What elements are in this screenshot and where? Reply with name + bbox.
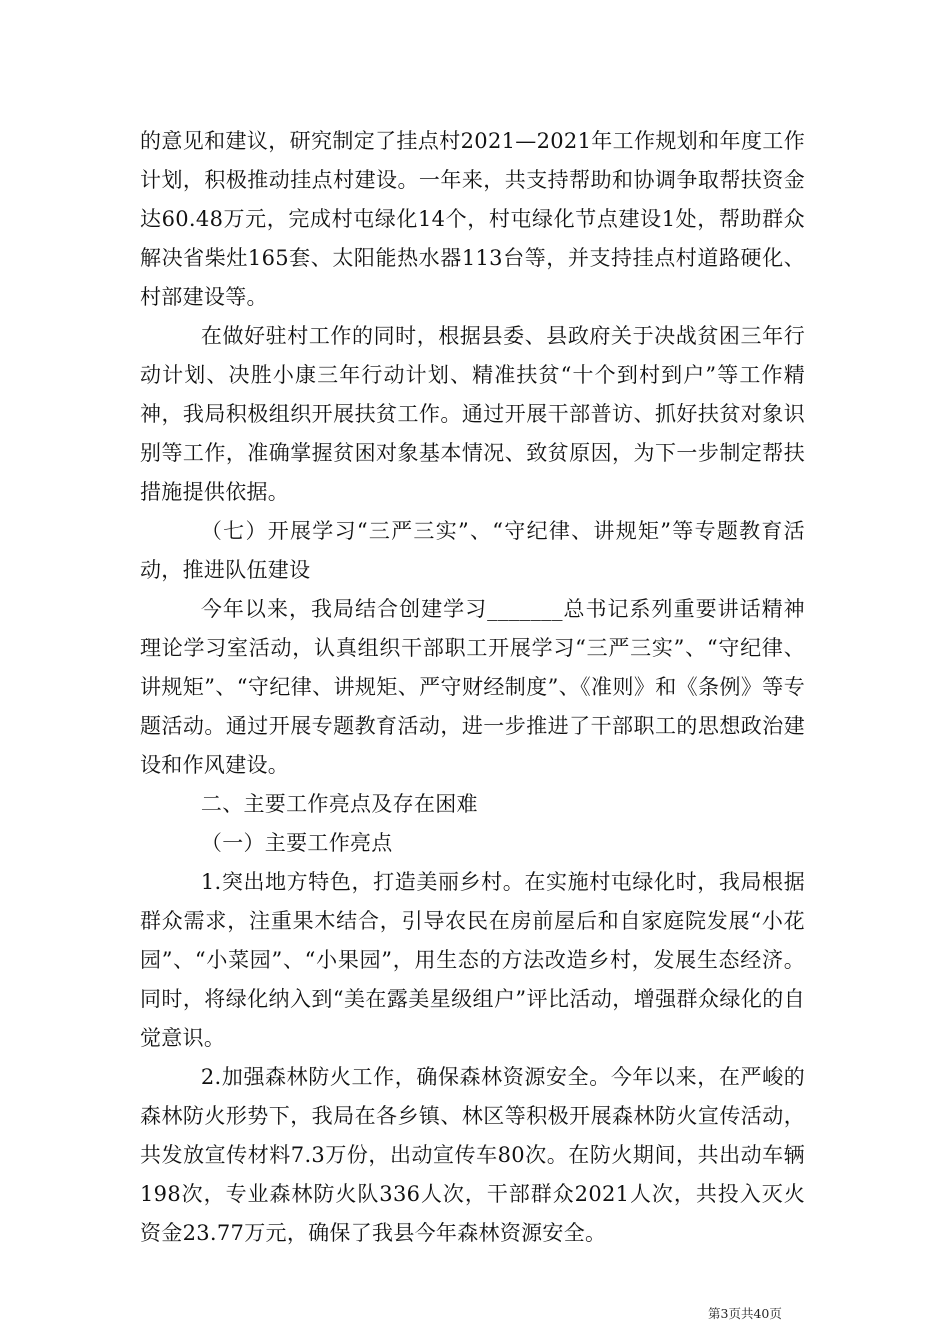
section-heading-seven: （七）开展学习“三严三实”、“守纪律、讲规矩”等专题教育活动，推进队伍建设: [140, 519, 805, 582]
paragraph-continuation: 的意见和建议，研究制定了挂点村2021—2021年工作规划和年度工作计划，积极推动挂点村建设。一年来，共支持帮助和协调争取帮扶资金达60.48万元，完成村屯绿化14个，村屯绿化节点建设1处，帮助群众解决省柴灶165套、太阳能热水器113台等，并支持挂点村道路硬化、村部建设等。: [140, 129, 805, 309]
paragraph-highlight-one: 1.突出地方特色，打造美丽乡村。在实施村屯绿化时，我局根据群众需求，注重果木结合，引导农民在房前屋后和自家庭院发展“小花园”、“小菜园”、“小果园”，用生态的方法改造乡村，发展生态经济。同时，将绿化纳入到“美在露美星级组户”评比活动，增强群众绿化的自觉意识。: [140, 870, 805, 1050]
paragraph-highlight-two: 2.加强森林防火工作，确保森林资源安全。今年以来，在严峻的森林防火形势下，我局在各乡镇、林区等积极开展森林防火宣传活动，共发放宣传材料7.3万份，出动宣传车80次。在防火期间，共出动车辆198次，专业森林防火队336人次，干部群众2021人次，共投入灭火资金23.77万元，确保了我县今年森林资源安全。: [140, 1065, 805, 1245]
paragraph-poverty-work: 在做好驻村工作的同时，根据县委、县政府关于决战贫困三年行动计划、决胜小康三年行动计划、精准扶贫“十个到村到户”等工作精神，我局积极组织开展扶贫工作。通过开展干部普访、抓好扶贫对象识别等工作，准确掌握贫困对象基本情况、致贫原因，为下一步制定帮扶措施提供依据。: [140, 324, 805, 504]
section-heading-two: 二、主要工作亮点及存在困难: [200, 792, 478, 816]
document-body: [140, 122, 805, 1253]
paragraph-study-activities: 今年以来，我局结合创建学习_______总书记系列重要讲话精神理论学习室活动，认真组织干部职工开展学习“三严三实”、“守纪律、讲规矩”、“守纪律、讲规矩、严守财经制度”、《准则》和《条例》等专题活动。通过开展专题教育活动，进一步推进了干部职工的思想政治建设和作风建设。: [140, 597, 805, 777]
page-number-footer: 第3页共40页: [708, 1306, 782, 1321]
subsection-heading-one: （一）主要工作亮点: [200, 831, 393, 855]
